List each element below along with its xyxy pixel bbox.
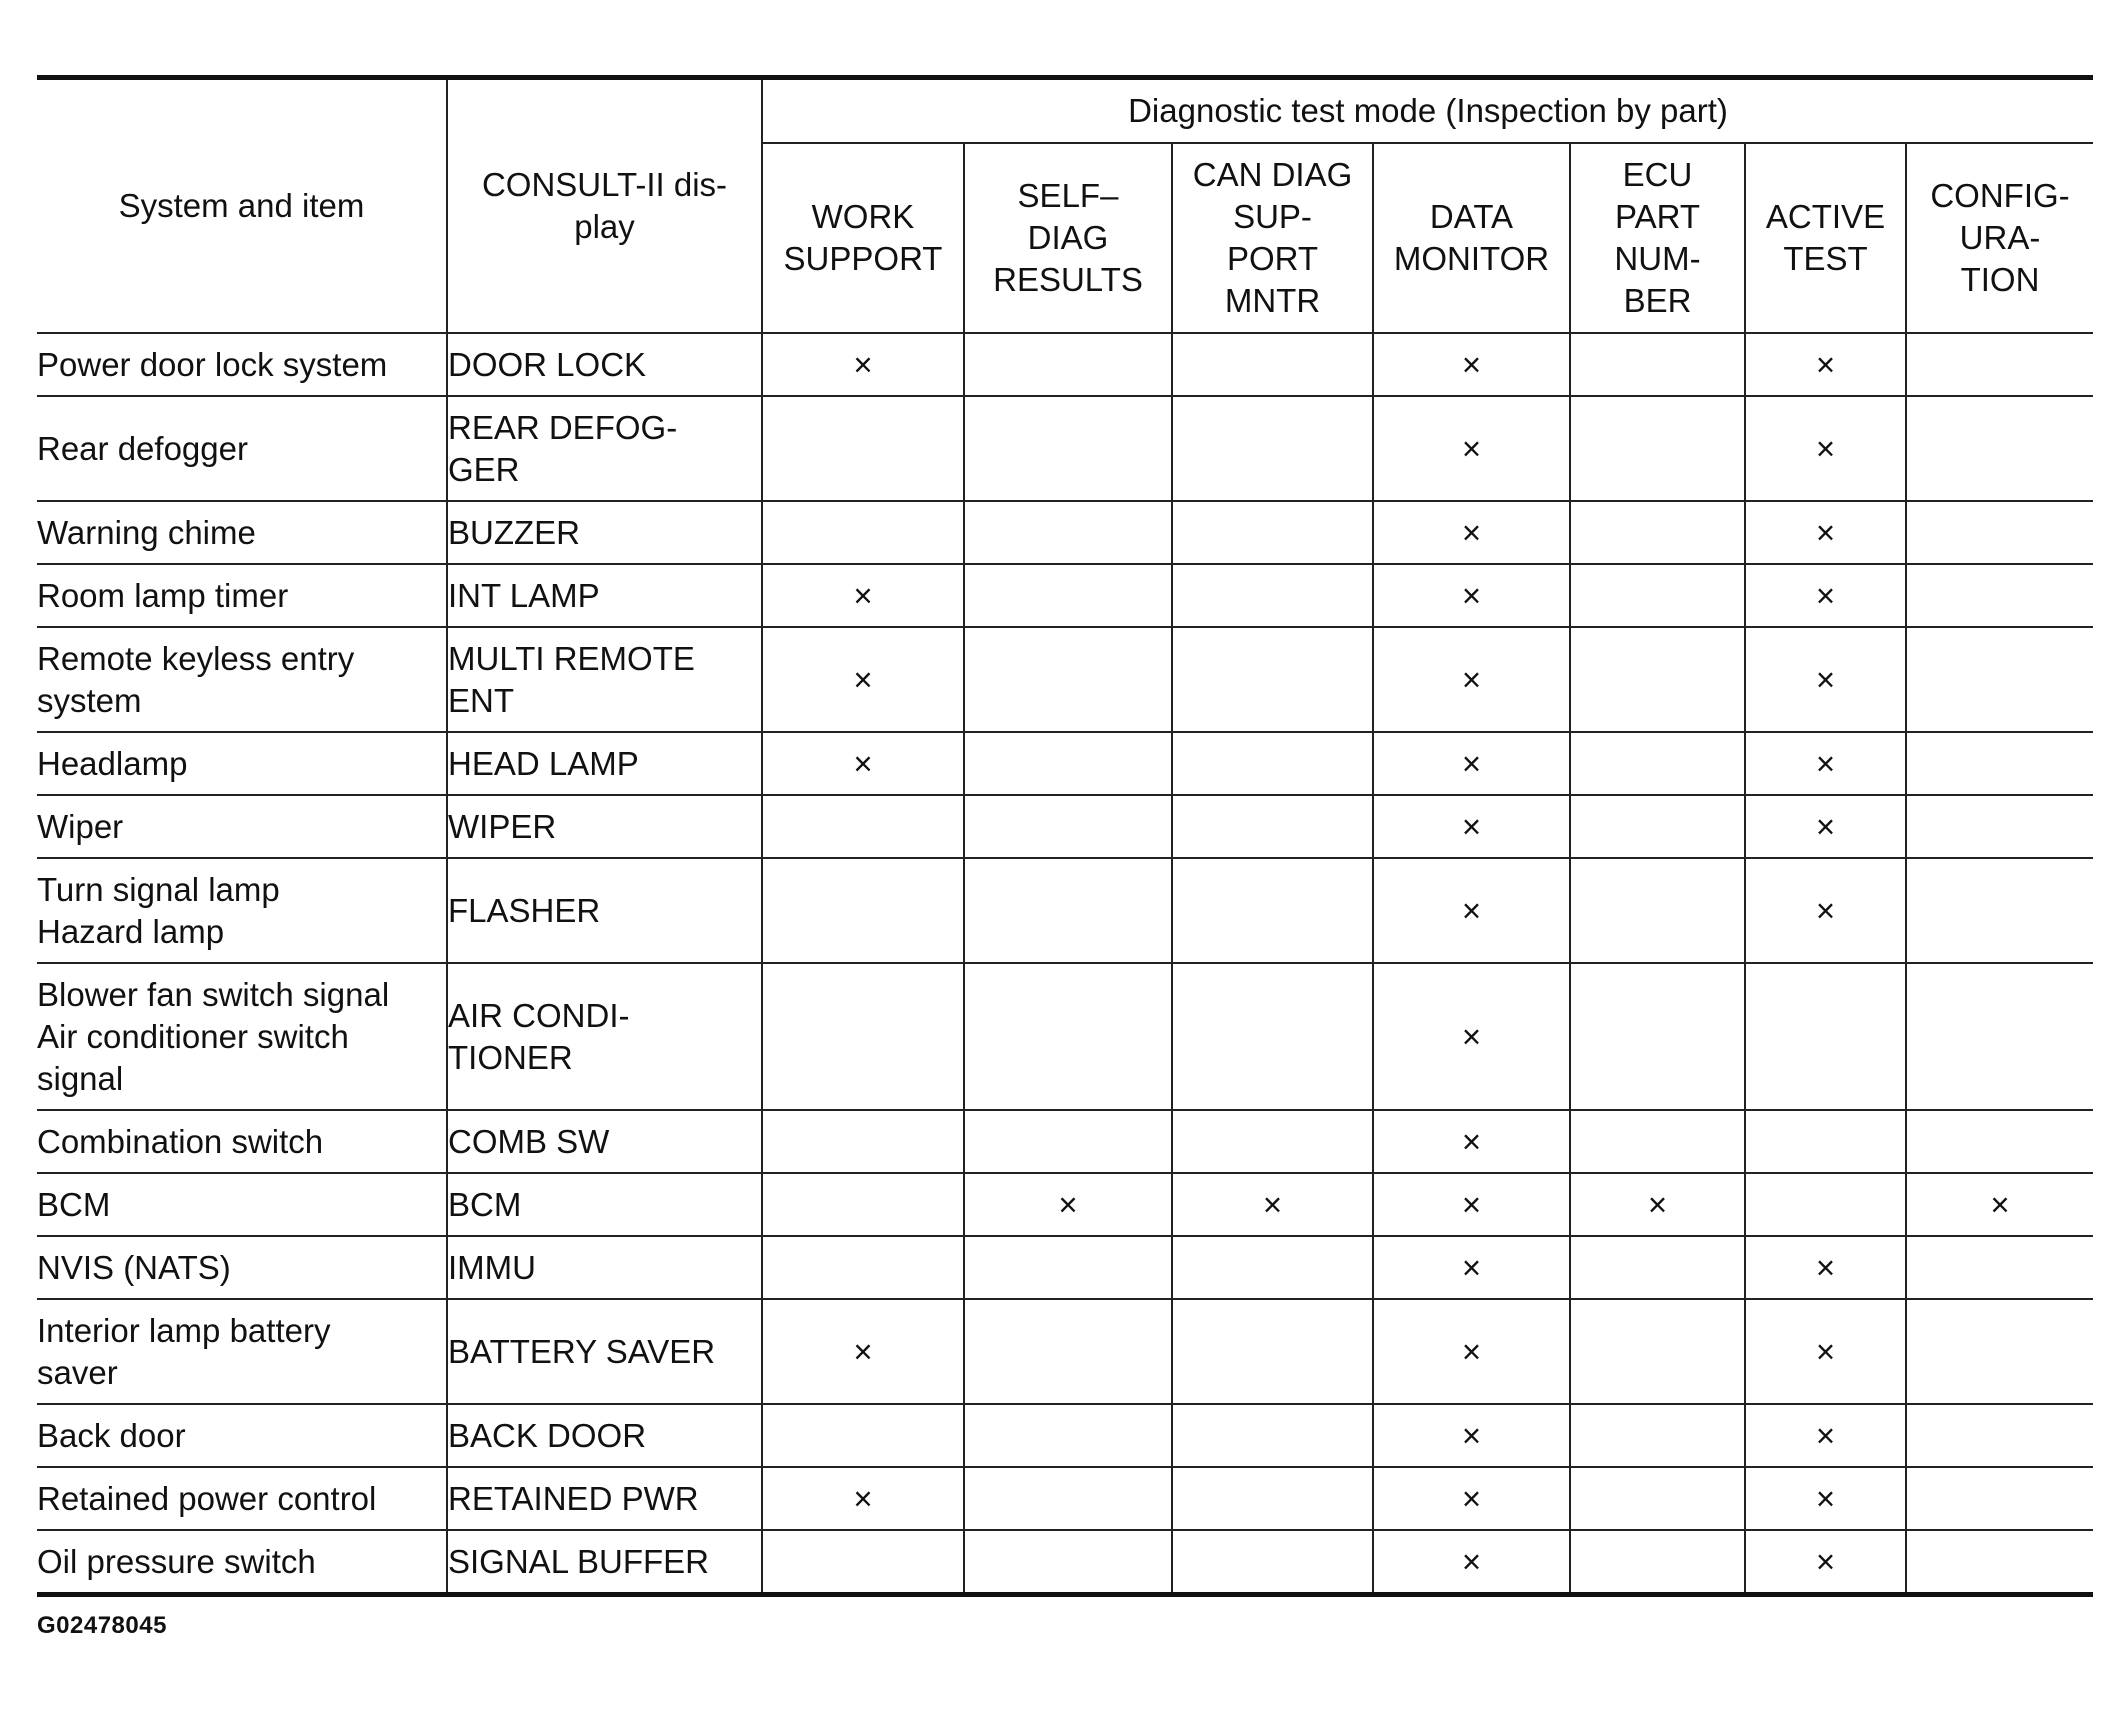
empty-mode-cell [1570,564,1745,627]
consult-display-cell: DOOR LOCK [447,333,762,396]
empty-mode-cell [1906,396,2093,501]
consult-display-cell: WIPER [447,795,762,858]
x-mark-icon: × [1647,1185,1668,1223]
empty-mode-cell [964,627,1172,732]
empty-mode-cell [1570,1530,1745,1595]
empty-mode-cell [1570,396,1745,501]
empty-mode-cell [964,1467,1172,1530]
applicable-mark-cell [1373,627,1570,732]
empty-mode-cell [1570,333,1745,396]
applicable-mark-cell [1373,1236,1570,1299]
table-row [37,858,2093,963]
x-mark-icon: × [1815,429,1836,467]
header-data-monitor [1373,143,1570,333]
consult-display-cell: IMMU [447,1236,762,1299]
empty-mode-cell [1172,858,1373,963]
table-row [37,795,2093,858]
applicable-mark-cell [1373,732,1570,795]
table-row [37,627,2093,732]
applicable-mark-cell [762,1299,964,1404]
applicable-mark-cell [762,333,964,396]
x-mark-icon: × [1461,513,1482,551]
empty-mode-cell [1906,333,2093,396]
x-mark-icon: × [1461,1332,1482,1370]
x-mark-icon: × [1815,1416,1836,1454]
system-item-cell: Blower fan switch signal Air conditioner switch signal [37,963,447,1110]
applicable-mark-cell [1745,858,1906,963]
applicable-mark-cell [1745,564,1906,627]
applicable-mark-cell [1373,1299,1570,1404]
empty-mode-cell [762,1236,964,1299]
consult-display-cell: BACK DOOR [447,1404,762,1467]
applicable-mark-cell [1745,396,1906,501]
header-consult-display [447,78,762,334]
applicable-mark-cell [1906,1173,2093,1236]
diagnostic-table-container [37,75,2093,1597]
empty-mode-cell [1570,1299,1745,1404]
header-work-support [762,143,964,333]
x-mark-icon: × [1990,1185,2010,1223]
table-row [37,963,2093,1110]
empty-mode-cell [1172,732,1373,795]
x-mark-icon: × [1461,1122,1482,1160]
system-item-cell: Room lamp timer [37,564,447,627]
x-mark-icon: × [1815,1332,1836,1370]
x-mark-icon: × [1815,891,1836,929]
empty-mode-cell [1906,627,2093,732]
empty-mode-cell [1172,1404,1373,1467]
empty-mode-cell [964,396,1172,501]
header-can-diag-support-mntr [1172,143,1373,333]
applicable-mark-cell [1745,501,1906,564]
empty-mode-cell [1906,501,2093,564]
applicable-mark-cell [1373,1110,1570,1173]
table-row [37,1404,2093,1467]
consult-display-cell: COMB SW [447,1110,762,1173]
x-mark-icon: × [1815,1542,1836,1580]
system-item-cell: Power door lock system [37,333,447,396]
empty-mode-cell [1906,1110,2093,1173]
empty-mode-cell [1172,1110,1373,1173]
system-item-cell: Combination switch [37,1110,447,1173]
system-item-cell: Headlamp [37,732,447,795]
table-row [37,333,2093,396]
applicable-mark-cell [1745,732,1906,795]
system-item-cell: Remote keyless entry system [37,627,447,732]
system-item-cell: Wiper [37,795,447,858]
empty-mode-cell [1172,1467,1373,1530]
empty-mode-cell [1906,858,2093,963]
applicable-mark-cell [1745,795,1906,858]
system-item-cell: Warning chime [37,501,447,564]
x-mark-icon: × [1461,891,1482,929]
consult-display-cell: BUZZER [447,501,762,564]
x-mark-icon: × [1262,1185,1283,1223]
table-row [37,564,2093,627]
empty-mode-cell [1570,963,1745,1110]
applicable-mark-cell [762,564,964,627]
x-mark-icon: × [1815,1479,1836,1517]
table-header [37,78,2093,334]
table-body [37,333,2093,1595]
header-system-and-item [37,78,447,334]
system-item-cell: Rear defogger [37,396,447,501]
system-item-cell: NVIS (NATS) [37,1236,447,1299]
diagnostic-mode-table [37,75,2093,1597]
header-ecu-part-number [1570,143,1745,333]
x-mark-icon: × [853,660,873,698]
empty-mode-cell [964,1110,1172,1173]
applicable-mark-cell [1745,1467,1906,1530]
x-mark-icon: × [1815,345,1836,383]
system-item-cell: Oil pressure switch [37,1530,447,1595]
empty-mode-cell [762,795,964,858]
applicable-mark-cell [1373,858,1570,963]
applicable-mark-cell [1745,1299,1906,1404]
header-consult-label: CONSULT-II dis- play [481,166,728,245]
system-item-cell: Interior lamp battery saver [37,1299,447,1404]
header-active-test [1745,143,1906,333]
applicable-mark-cell [762,627,964,732]
table-row [37,501,2093,564]
applicable-mark-cell [1373,396,1570,501]
x-mark-icon: × [1815,660,1836,698]
empty-mode-cell [964,795,1172,858]
empty-mode-cell [964,732,1172,795]
table-row [37,1530,2093,1595]
x-mark-icon: × [1815,576,1836,614]
empty-mode-cell [964,1404,1172,1467]
applicable-mark-cell [1373,333,1570,396]
empty-mode-cell [1906,1467,2093,1530]
empty-mode-cell [1172,333,1373,396]
table-row [37,1110,2093,1173]
empty-mode-cell [1906,564,2093,627]
empty-mode-cell [964,963,1172,1110]
empty-mode-cell [1570,1404,1745,1467]
consult-display-cell: BCM [447,1173,762,1236]
x-mark-icon: × [1461,429,1482,467]
x-mark-icon: × [1461,1017,1482,1055]
empty-mode-cell [1906,1299,2093,1404]
header-mode-label: CONFIG- URA- TION [1930,177,2070,298]
empty-mode-cell [762,1173,964,1236]
header-mode-label: ECU PART NUM- BER [1614,156,1701,319]
empty-mode-cell [1745,1173,1906,1236]
consult-display-cell: RETAINED PWR [447,1467,762,1530]
empty-mode-cell [1172,1530,1373,1595]
consult-display-cell: BATTERY SAVER [447,1299,762,1404]
table-row [37,1467,2093,1530]
empty-mode-cell [1570,732,1745,795]
applicable-mark-cell [1373,564,1570,627]
consult-display-cell: SIGNAL BUFFER [447,1530,762,1595]
empty-mode-cell [1172,795,1373,858]
applicable-mark-cell [1373,501,1570,564]
applicable-mark-cell [1373,1467,1570,1530]
empty-mode-cell [964,1236,1172,1299]
system-item-cell: BCM [37,1173,447,1236]
header-mode-label: ACTIVE TEST [1765,198,1886,277]
empty-mode-cell [1745,1110,1906,1173]
empty-mode-cell [1906,732,2093,795]
empty-mode-cell [762,858,964,963]
system-item-cell: Retained power control [37,1467,447,1530]
empty-mode-cell [1172,1299,1373,1404]
empty-mode-cell [1906,963,2093,1110]
empty-mode-cell [1906,1236,2093,1299]
x-mark-icon: × [1461,1479,1482,1517]
consult-display-cell: MULTI REMOTE ENT [447,627,762,732]
applicable-mark-cell [762,732,964,795]
consult-display-cell: HEAD LAMP [447,732,762,795]
empty-mode-cell [762,1110,964,1173]
applicable-mark-cell [1373,1530,1570,1595]
consult-display-cell: REAR DEFOG- GER [447,396,762,501]
empty-mode-cell [1172,627,1373,732]
applicable-mark-cell [1373,1404,1570,1467]
empty-mode-cell [1570,795,1745,858]
x-mark-icon: × [1058,1185,1078,1223]
x-mark-icon: × [1461,1416,1482,1454]
empty-mode-cell [1172,963,1373,1110]
empty-mode-cell [1570,1467,1745,1530]
empty-mode-cell [762,963,964,1110]
applicable-mark-cell [762,1467,964,1530]
empty-mode-cell [1906,1404,2093,1467]
consult-display-cell: INT LAMP [447,564,762,627]
figure-code: G02478045 [37,1612,167,1639]
applicable-mark-cell [1172,1173,1373,1236]
x-mark-icon: × [1815,1248,1836,1286]
empty-mode-cell [1172,1236,1373,1299]
applicable-mark-cell [964,1173,1172,1236]
table-row [37,1173,2093,1236]
empty-mode-cell [1570,1110,1745,1173]
empty-mode-cell [1172,396,1373,501]
empty-mode-cell [1570,1236,1745,1299]
x-mark-icon: × [1461,1185,1482,1223]
x-mark-icon: × [1461,807,1482,845]
header-diagnostic-test-mode [762,78,2093,144]
table-row [37,396,2093,501]
applicable-mark-cell [1373,795,1570,858]
consult-display-cell: AIR CONDI- TIONER [447,963,762,1110]
system-item-cell: Turn signal lamp Hazard lamp [37,858,447,963]
applicable-mark-cell [1570,1173,1745,1236]
empty-mode-cell [1570,501,1745,564]
x-mark-icon: × [1461,345,1482,383]
empty-mode-cell [964,501,1172,564]
empty-mode-cell [762,1530,964,1595]
empty-mode-cell [1906,1530,2093,1595]
empty-mode-cell [964,858,1172,963]
x-mark-icon: × [1461,1542,1482,1580]
system-item-cell: Back door [37,1404,447,1467]
table-row [37,1299,2093,1404]
empty-mode-cell [1745,963,1906,1110]
header-mode-label: SELF– DIAG RESULTS [993,177,1143,298]
consult-display-cell: FLASHER [447,858,762,963]
table-row [37,1236,2093,1299]
header-mode-label: DATA MONITOR [1393,198,1550,277]
x-mark-icon: × [1461,1248,1482,1286]
x-mark-icon: × [853,1479,873,1517]
x-mark-icon: × [1461,576,1482,614]
empty-mode-cell [762,396,964,501]
empty-mode-cell [1172,501,1373,564]
applicable-mark-cell [1745,1236,1906,1299]
empty-mode-cell [964,564,1172,627]
applicable-mark-cell [1745,333,1906,396]
header-system-label: System and item [118,187,365,224]
x-mark-icon: × [1815,513,1836,551]
x-mark-icon: × [1815,807,1836,845]
applicable-mark-cell [1373,963,1570,1110]
x-mark-icon: × [853,744,873,782]
empty-mode-cell [964,1530,1172,1595]
x-mark-icon: × [1461,744,1482,782]
x-mark-icon: × [1815,744,1836,782]
empty-mode-cell [1570,858,1745,963]
x-mark-icon: × [853,345,873,383]
header-mode-label: CAN DIAG SUP- PORT MNTR [1192,156,1353,319]
x-mark-icon: × [853,576,873,614]
header-group-label: Diagnostic test mode (Inspection by part) [1128,92,1728,129]
applicable-mark-cell [1745,627,1906,732]
empty-mode-cell [1906,795,2093,858]
x-mark-icon: × [853,1332,873,1370]
header-self-diag-results [964,143,1172,333]
applicable-mark-cell [1373,1173,1570,1236]
header-mode-label: WORK SUPPORT [783,198,943,277]
empty-mode-cell [762,1404,964,1467]
empty-mode-cell [1172,564,1373,627]
empty-mode-cell [762,501,964,564]
table-row [37,732,2093,795]
empty-mode-cell [964,333,1172,396]
applicable-mark-cell [1745,1404,1906,1467]
empty-mode-cell [964,1299,1172,1404]
applicable-mark-cell [1745,1530,1906,1595]
header-configuration [1906,143,2093,333]
empty-mode-cell [1570,627,1745,732]
x-mark-icon: × [1461,660,1482,698]
